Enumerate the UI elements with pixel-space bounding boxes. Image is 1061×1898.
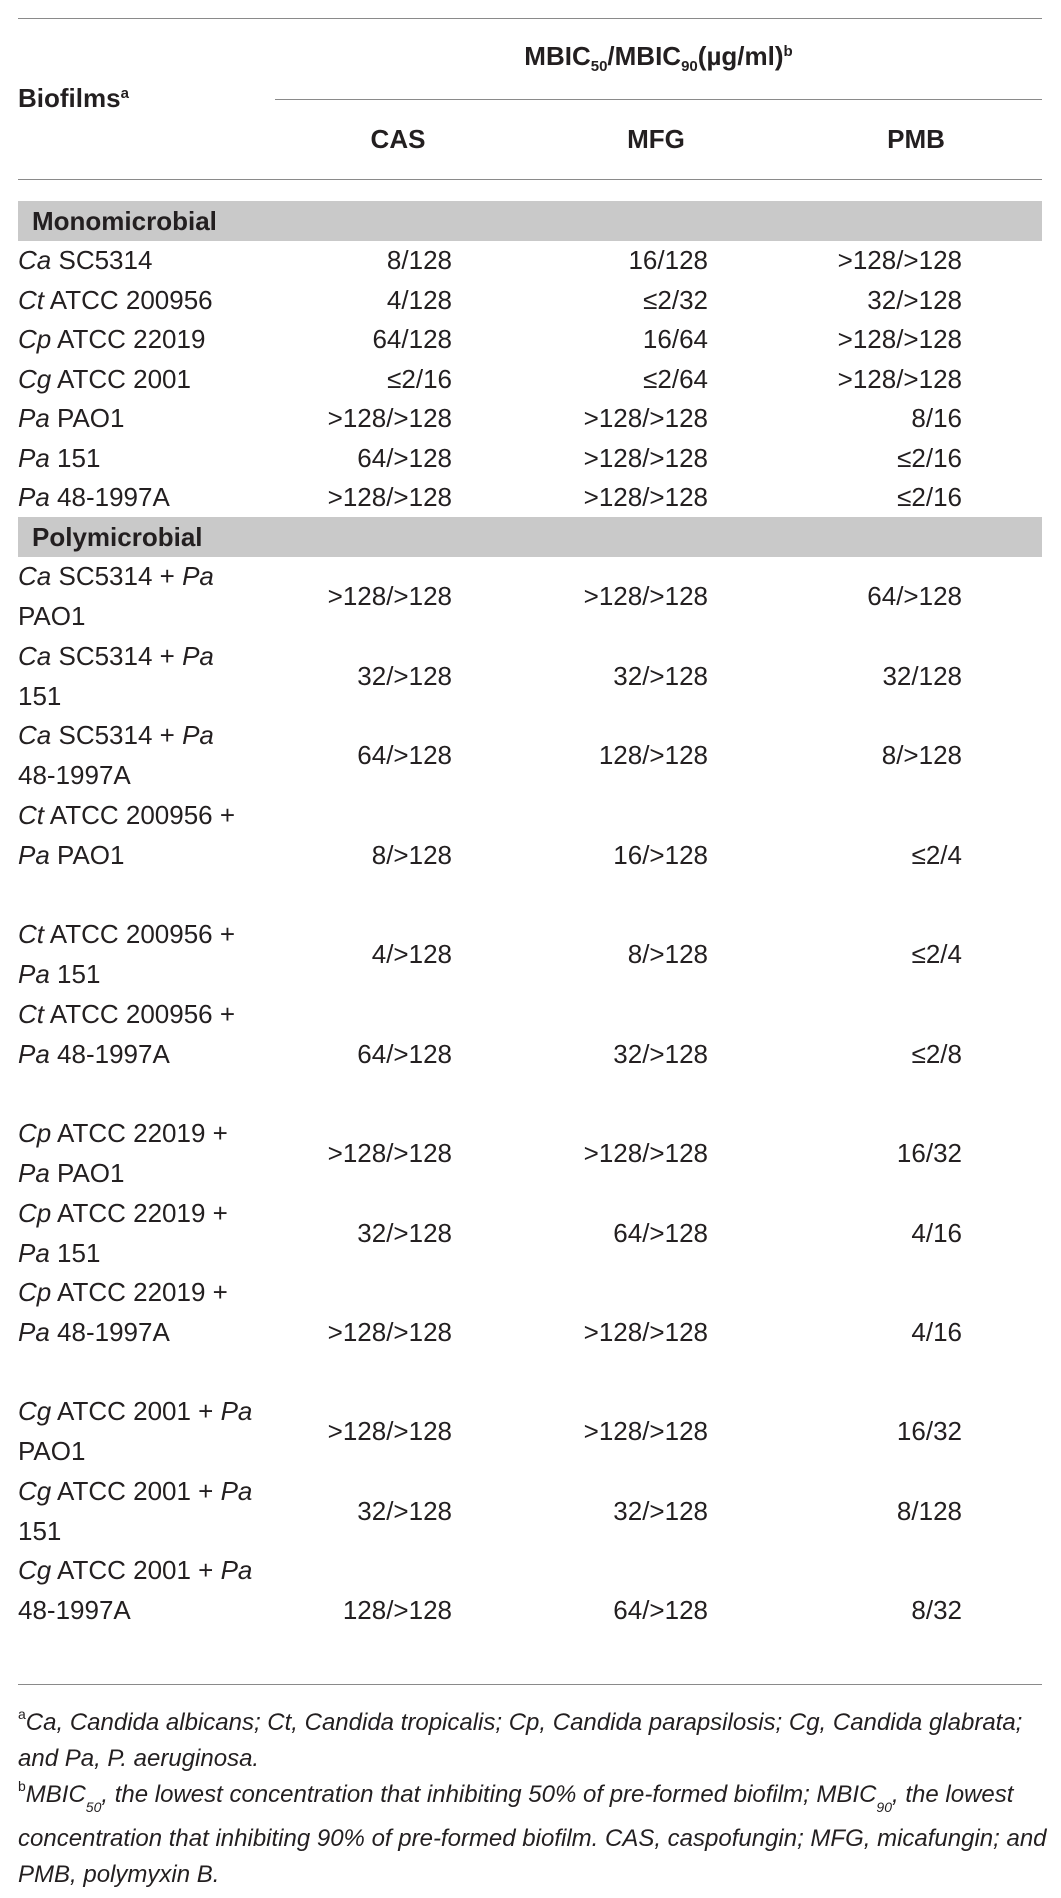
strain-label: ATCC 200956 + (44, 800, 236, 830)
pmb-value-cell: 8/32 (911, 1594, 962, 1625)
footnote-a (18, 1698, 1048, 1777)
mfg-value-cell: 8/>128 (627, 938, 708, 969)
strain-label: ATCC 2001 + (51, 1396, 221, 1426)
species-abbreviation: Cp (18, 324, 52, 354)
biofilm-name-cell (18, 281, 258, 321)
table-row (0, 1194, 1061, 1273)
strain-label: ATCC 2001 + (51, 1555, 221, 1585)
cas-value-cell: >128/>128 (327, 1137, 452, 1168)
species-abbreviation: Pa (18, 1157, 50, 1188)
cas-value-cell: 64/>128 (357, 739, 452, 770)
mfg-value-cell: >128/>128 (583, 403, 708, 433)
table-row (0, 995, 1061, 1114)
group-label-footnote-marker: b (783, 43, 793, 60)
pmb-value-cell: 32/>128 (867, 284, 962, 315)
mfg-value-cell: 32/>128 (613, 1038, 708, 1069)
mfg-value-cell: >128/>128 (583, 1137, 708, 1168)
cas-value-cell: >128/>128 (327, 482, 452, 512)
footnote-b-text: , the lowest concentration that inhibiting 90% of pre-formed biofilm. CAS, caspofungin; MFG, micafungin; and PMB, polymyxin B. (18, 1781, 1047, 1888)
cas-value-cell: 8/>128 (371, 839, 452, 870)
pmb-value-cell: >128/>128 (837, 245, 962, 275)
species-abbreviation: Pa (18, 1237, 50, 1268)
species-abbreviation: Pa (182, 720, 214, 750)
strain-label: ATCC 22019 (51, 324, 206, 354)
species-abbreviation: Pa (18, 839, 50, 870)
cas-value-cell: 64/>128 (357, 1038, 452, 1069)
strain-label: ATCC 22019 + (51, 1118, 228, 1148)
table-row (0, 915, 1061, 994)
table-row (0, 1114, 1061, 1193)
strain-label: 48-1997A (49, 1316, 170, 1347)
strain-label: 151 (18, 1515, 62, 1546)
species-abbreviation: Pa (18, 1316, 50, 1347)
cas-value-cell: >128/>128 (327, 580, 452, 611)
species-abbreviation: Cp (18, 1277, 52, 1307)
mfg-value-cell: 64/>128 (613, 1217, 708, 1248)
biofilm-name-cell (18, 1114, 258, 1193)
biofilm-name-cell (18, 796, 258, 875)
species-abbreviation: Ca (18, 720, 52, 750)
pmb-value-cell: 16/32 (896, 1137, 962, 1168)
table-row (0, 320, 1061, 360)
section-band-polymicrobial: Polymicrobial (18, 517, 1042, 557)
species-abbreviation: Cg (18, 1555, 52, 1585)
biofilm-name-cell (18, 478, 258, 518)
species-abbreviation: Ct (18, 800, 44, 830)
group-rule (275, 99, 1042, 100)
mfg-value-cell: 32/>128 (613, 1495, 708, 1526)
species-abbreviation: Pa (18, 958, 50, 989)
column-group-label (275, 40, 1042, 77)
species-abbreviation: Ct (18, 284, 44, 315)
footnote-b-subscript: 50 (85, 1798, 102, 1815)
strain-label: 151 (49, 958, 101, 989)
biofilm-name-cell (18, 1551, 258, 1630)
biofilm-name-cell (18, 716, 258, 795)
strain-label: 48-1997A (49, 1038, 170, 1069)
pmb-value-cell: 4/16 (911, 1217, 962, 1248)
cas-value-cell: 64/128 (372, 324, 452, 354)
strain-label: 48-1997A (18, 1594, 131, 1625)
pmb-value-cell: 8/>128 (881, 739, 962, 770)
biofilm-name-cell (18, 241, 258, 281)
species-abbreviation: Ca (18, 561, 52, 591)
cas-value-cell: 4/128 (386, 284, 452, 315)
strain-label: ATCC 22019 + (51, 1198, 228, 1228)
top-rule (18, 18, 1042, 19)
strain-label: ATCC 2001 (51, 363, 191, 394)
cas-value-cell: 32/>128 (357, 1217, 452, 1248)
strain-label: SC5314 + (51, 720, 183, 750)
cas-value-cell: 64/>128 (357, 442, 452, 473)
strain-label: SC5314 + (51, 561, 183, 591)
mfg-value-cell: 16/>128 (613, 839, 708, 870)
pmb-value-cell: 16/32 (896, 1415, 962, 1446)
footnote-b-text: , the lowest concentration that inhibiting 50% of pre-formed biofilm; MBIC (101, 1781, 877, 1808)
mfg-value-cell: >128/>128 (583, 482, 708, 512)
pmb-value-cell: >128/>128 (837, 324, 962, 354)
strain-label: ATCC 2001 + (51, 1476, 221, 1506)
cas-value-cell: 4/>128 (371, 938, 452, 969)
table-row (0, 1551, 1061, 1670)
table-row (0, 557, 1061, 636)
species-abbreviation: Ct (18, 999, 44, 1029)
cas-value-cell: ≤2/16 (387, 363, 452, 394)
mfg-value-cell: >128/>128 (583, 442, 708, 473)
group-label-part: (µg/ml) (697, 41, 784, 71)
species-abbreviation: Pa (18, 403, 50, 433)
biofilm-name-cell (18, 439, 258, 479)
pmb-value-cell: ≤2/4 (911, 938, 962, 969)
strain-label: PAO1 (49, 403, 125, 433)
mfg-value-cell: 16/64 (642, 324, 708, 354)
table-row (0, 281, 1061, 321)
column-header-pmb: PMB (887, 124, 945, 154)
mfg-value-cell: 128/>128 (598, 739, 708, 770)
biofilm-name-cell (18, 915, 258, 994)
mfg-value-cell: ≤2/64 (643, 363, 708, 394)
table-bottom-rule (18, 1684, 1042, 1685)
mfg-value-cell: >128/>128 (583, 1316, 708, 1347)
species-abbreviation: Pa (220, 1476, 253, 1506)
strain-label: 151 (49, 442, 101, 473)
species-abbreviation: Pa (18, 482, 50, 512)
table-row (0, 1472, 1061, 1551)
table-row (0, 439, 1061, 479)
strain-label: PAO1 (18, 1435, 86, 1466)
species-abbreviation: Pa (182, 641, 214, 671)
pmb-value-cell: >128/>128 (837, 363, 962, 394)
strain-label: 48-1997A (18, 759, 131, 790)
cas-value-cell: 8/128 (386, 245, 452, 275)
species-abbreviation: Cg (18, 1396, 52, 1426)
species-abbreviation: Ca (18, 641, 52, 671)
biofilm-name-cell (18, 637, 258, 716)
biofilm-name-cell (18, 1194, 258, 1273)
species-abbreviation: Cp (18, 1118, 52, 1148)
footnote-b-text: MBIC (25, 1781, 86, 1808)
column-header-mfg: MFG (627, 124, 685, 154)
mfg-value-cell: 64/>128 (613, 1594, 708, 1625)
strain-label: 151 (18, 680, 62, 711)
biofilm-name-cell (18, 320, 258, 360)
species-abbreviation: Pa (220, 1555, 253, 1585)
strain-label: ATCC 200956 + (44, 999, 236, 1029)
table-row (0, 796, 1061, 915)
group-label-subscript: 50 (590, 58, 608, 75)
group-label-subscript: 90 (681, 58, 698, 75)
strain-label: 151 (49, 1237, 101, 1268)
table-row (0, 241, 1061, 281)
biofilm-name-cell (18, 557, 258, 636)
row-header-footnote-marker: a (120, 85, 129, 102)
cas-value-cell: >128/>128 (327, 1316, 452, 1347)
pmb-value-cell: ≤2/16 (897, 482, 962, 512)
species-abbreviation: Pa (220, 1396, 253, 1426)
pmb-value-cell: 32/128 (882, 660, 962, 691)
strain-label: PAO1 (49, 1157, 125, 1188)
pmb-value-cell: ≤2/8 (911, 1038, 962, 1069)
pmb-value-cell: 4/16 (911, 1316, 962, 1347)
cas-value-cell: >128/>128 (327, 403, 452, 433)
species-abbreviation: Ca (18, 245, 52, 275)
strain-label: PAO1 (49, 839, 125, 870)
biofilm-name-cell (18, 1472, 258, 1551)
strain-label: SC5314 + (51, 641, 183, 671)
species-abbreviation: Cg (18, 363, 52, 394)
row-header-text: Biofilms (18, 83, 121, 113)
section-band-monomicrobial: Monomicrobial (18, 201, 1042, 241)
species-abbreviation: Pa (182, 561, 214, 591)
biofilm-name-cell (18, 1273, 258, 1352)
strain-label: 48-1997A (49, 482, 170, 512)
table-row (0, 1392, 1061, 1471)
species-abbreviation: Cg (18, 1476, 52, 1506)
pmb-value-cell: 8/128 (896, 1495, 962, 1526)
cas-value-cell: 128/>128 (342, 1594, 452, 1625)
mfg-value-cell: 16/128 (628, 245, 708, 275)
table-row (0, 360, 1061, 400)
table-row (0, 716, 1061, 795)
footnote-b (18, 1770, 1048, 1893)
biofilm-name-cell (18, 995, 258, 1074)
footnote-a-marker: a (18, 1706, 26, 1722)
table-row (0, 478, 1061, 518)
species-abbreviation: Pa (18, 442, 50, 473)
pmb-value-cell: ≤2/16 (897, 442, 962, 473)
pmb-value-cell: ≤2/4 (911, 839, 962, 870)
footnote-a-text: Ca, Candida albicans; Ct, Candida tropicalis; Cp, Candida parapsilosis; Cg, Candida glabrata; and Pa, P. aeruginosa. (18, 1709, 1023, 1772)
table-row (0, 637, 1061, 716)
strain-label: ATCC 200956 (44, 284, 213, 315)
species-abbreviation: Cp (18, 1198, 52, 1228)
species-abbreviation: Ct (18, 919, 44, 949)
mfg-value-cell: 32/>128 (613, 660, 708, 691)
species-abbreviation: Pa (18, 1038, 50, 1069)
cas-value-cell: >128/>128 (327, 1415, 452, 1446)
cas-value-cell: 32/>128 (357, 660, 452, 691)
footnote-b-subscript: 90 (876, 1798, 892, 1815)
strain-label: SC5314 (51, 245, 153, 275)
group-label-part: MBIC (524, 41, 591, 71)
table-row (0, 399, 1061, 439)
mfg-value-cell: >128/>128 (583, 580, 708, 611)
pmb-value-cell: 64/>128 (867, 580, 962, 611)
row-header-label (18, 82, 129, 114)
strain-label: PAO1 (18, 600, 86, 631)
biofilm-name-cell (18, 360, 258, 400)
biofilm-name-cell (18, 399, 258, 439)
cas-value-cell: 32/>128 (357, 1495, 452, 1526)
mfg-value-cell: ≤2/32 (643, 284, 708, 315)
footnote-b-marker: b (18, 1778, 26, 1794)
table-row (0, 1273, 1061, 1392)
biofilm-name-cell (18, 1392, 258, 1471)
group-label-part: /MBIC (607, 41, 682, 71)
strain-label: ATCC 22019 + (51, 1277, 228, 1307)
header-bottom-rule (18, 179, 1042, 180)
column-header-cas: CAS (370, 124, 426, 154)
strain-label: ATCC 200956 + (44, 919, 236, 949)
pmb-value-cell: 8/16 (911, 403, 962, 433)
mfg-value-cell: >128/>128 (583, 1415, 708, 1446)
